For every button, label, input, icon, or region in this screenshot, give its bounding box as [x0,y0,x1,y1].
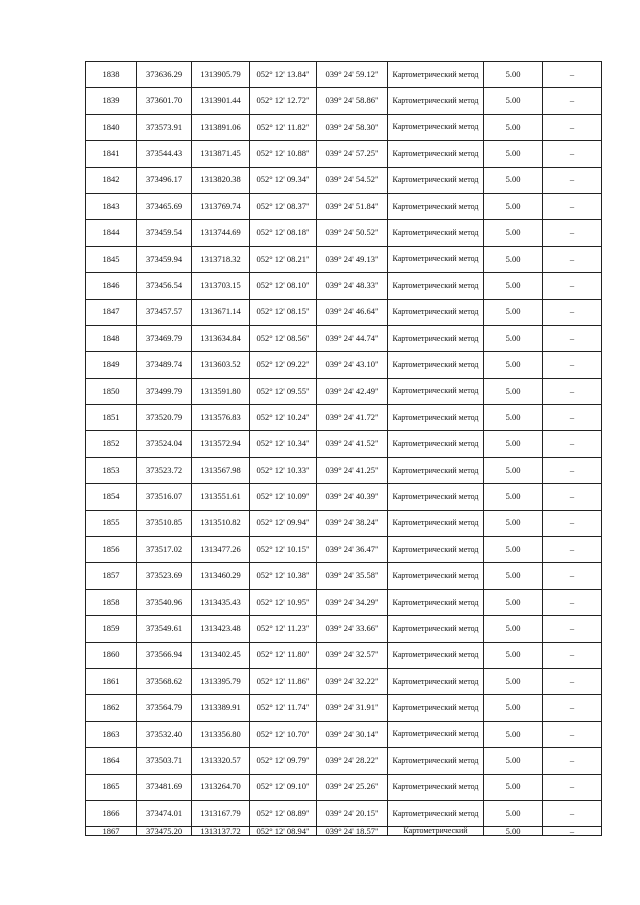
point-number-cell: 1865 [86,774,137,800]
x-coordinate-cell: 373568.62 [137,668,192,694]
longitude-cell: 039° 24' 31.91" [317,695,388,721]
table-row [86,827,602,836]
point-number-cell: 1867 [86,827,137,836]
y-coordinate-cell: 1313402.45 [192,642,250,668]
y-coordinate-cell: 1313395.79 [192,668,250,694]
method-cell: Картометрический метод [388,325,484,351]
point-number-cell: 1866 [86,800,137,826]
table-row [86,220,602,246]
longitude-cell: 039° 24' 33.66" [317,616,388,642]
longitude-cell: 039° 24' 58.86" [317,88,388,114]
point-number-cell: 1845 [86,246,137,272]
x-coordinate-cell: 373459.94 [137,246,192,272]
note-cell: – [543,748,602,774]
x-coordinate-cell: 373503.71 [137,748,192,774]
x-coordinate-cell: 373601.70 [137,88,192,114]
accuracy-cell: 5.00 [484,405,543,431]
y-coordinate-cell: 1313551.61 [192,484,250,510]
y-coordinate-cell: 1313423.48 [192,616,250,642]
point-number-cell: 1857 [86,563,137,589]
method-cell: Картометрический метод [388,800,484,826]
method-cell: Картометрический метод [388,431,484,457]
accuracy-cell: 5.00 [484,378,543,404]
x-coordinate-cell: 373469.79 [137,325,192,351]
table-row [86,589,602,615]
x-coordinate-cell: 373544.43 [137,141,192,167]
accuracy-cell: 5.00 [484,668,543,694]
longitude-cell: 039° 24' 59.12" [317,62,388,88]
point-number-cell: 1847 [86,299,137,325]
longitude-cell: 039° 24' 35.58" [317,563,388,589]
longitude-cell: 039° 24' 49.13" [317,246,388,272]
y-coordinate-cell: 1313137.72 [192,827,250,836]
note-cell: – [543,378,602,404]
note-cell: – [543,695,602,721]
point-number-cell: 1849 [86,352,137,378]
note-cell: – [543,431,602,457]
y-coordinate-cell: 1313718.32 [192,246,250,272]
latitude-cell: 052° 12' 09.22" [250,352,317,378]
accuracy-cell: 5.00 [484,484,543,510]
latitude-cell: 052° 12' 09.79" [250,748,317,774]
x-coordinate-cell: 373566.94 [137,642,192,668]
longitude-cell: 039° 24' 57.25" [317,141,388,167]
longitude-cell: 039° 24' 42.49" [317,378,388,404]
x-coordinate-cell: 373489.74 [137,352,192,378]
table-row [86,537,602,563]
latitude-cell: 052° 12' 12.72" [250,88,317,114]
latitude-cell: 052° 12' 10.15" [250,537,317,563]
note-cell: – [543,457,602,483]
note-cell: – [543,589,602,615]
y-coordinate-cell: 1313744.69 [192,220,250,246]
note-cell: – [543,642,602,668]
accuracy-cell: 5.00 [484,299,543,325]
longitude-cell: 039° 24' 58.30" [317,114,388,140]
y-coordinate-cell: 1313603.52 [192,352,250,378]
accuracy-cell: 5.00 [484,193,543,219]
method-cell: Картометрический метод [388,352,484,378]
point-number-cell: 1852 [86,431,137,457]
table-row [86,193,602,219]
y-coordinate-cell: 1313591.80 [192,378,250,404]
x-coordinate-cell: 373573.91 [137,114,192,140]
y-coordinate-cell: 1313703.15 [192,273,250,299]
x-coordinate-cell: 373524.04 [137,431,192,457]
point-number-cell: 1841 [86,141,137,167]
point-number-cell: 1864 [86,748,137,774]
accuracy-cell: 5.00 [484,141,543,167]
longitude-cell: 039° 24' 32.22" [317,668,388,694]
longitude-cell: 039° 24' 54.52" [317,167,388,193]
latitude-cell: 052° 12' 10.09" [250,484,317,510]
method-cell: Картометрический метод [388,299,484,325]
x-coordinate-cell: 373564.79 [137,695,192,721]
latitude-cell: 052° 12' 10.33" [250,457,317,483]
y-coordinate-cell: 1313320.57 [192,748,250,774]
y-coordinate-cell: 1313905.79 [192,62,250,88]
table-row [86,352,602,378]
method-cell: Картометрический метод [388,62,484,88]
note-cell: – [543,563,602,589]
point-number-cell: 1859 [86,616,137,642]
note-cell: – [543,721,602,747]
method-cell: Картометрический [388,827,484,836]
accuracy-cell: 5.00 [484,62,543,88]
note-cell: – [543,141,602,167]
latitude-cell: 052° 12' 08.94" [250,827,317,836]
latitude-cell: 052° 12' 11.74" [250,695,317,721]
latitude-cell: 052° 12' 11.86" [250,668,317,694]
y-coordinate-cell: 1313477.26 [192,537,250,563]
y-coordinate-cell: 1313264.70 [192,774,250,800]
y-coordinate-cell: 1313901.44 [192,88,250,114]
accuracy-cell: 5.00 [484,114,543,140]
table-row [86,510,602,536]
accuracy-cell: 5.00 [484,589,543,615]
longitude-cell: 039° 24' 44.74" [317,325,388,351]
point-number-cell: 1851 [86,405,137,431]
point-number-cell: 1855 [86,510,137,536]
accuracy-cell: 5.00 [484,167,543,193]
method-cell: Картометрический метод [388,695,484,721]
table-row [86,62,602,88]
point-number-cell: 1856 [86,537,137,563]
longitude-cell: 039° 24' 46.64" [317,299,388,325]
method-cell: Картометрический метод [388,193,484,219]
y-coordinate-cell: 1313460.29 [192,563,250,589]
table-row [86,431,602,457]
method-cell: Картометрический метод [388,246,484,272]
accuracy-cell: 5.00 [484,616,543,642]
point-number-cell: 1854 [86,484,137,510]
method-cell: Картометрический метод [388,378,484,404]
longitude-cell: 039° 24' 41.52" [317,431,388,457]
table-row [86,484,602,510]
latitude-cell: 052° 12' 08.18" [250,220,317,246]
method-cell: Картометрический метод [388,774,484,800]
x-coordinate-cell: 373532.40 [137,721,192,747]
latitude-cell: 052° 12' 08.56" [250,325,317,351]
table-row [86,800,602,826]
y-coordinate-cell: 1313671.14 [192,299,250,325]
method-cell: Картометрический метод [388,273,484,299]
x-coordinate-cell: 373481.69 [137,774,192,800]
latitude-cell: 052° 12' 10.24" [250,405,317,431]
longitude-cell: 039° 24' 50.52" [317,220,388,246]
point-number-cell: 1861 [86,668,137,694]
latitude-cell: 052° 12' 13.84" [250,62,317,88]
accuracy-cell: 5.00 [484,510,543,536]
accuracy-cell: 5.00 [484,273,543,299]
table-row [86,563,602,589]
point-number-cell: 1860 [86,642,137,668]
point-number-cell: 1848 [86,325,137,351]
note-cell: – [543,246,602,272]
table-row [86,378,602,404]
point-number-cell: 1839 [86,88,137,114]
method-cell: Картометрический метод [388,88,484,114]
x-coordinate-cell: 373475.20 [137,827,192,836]
method-cell: Картометрический метод [388,405,484,431]
x-coordinate-cell: 373516.07 [137,484,192,510]
x-coordinate-cell: 373474.01 [137,800,192,826]
table-row [86,721,602,747]
method-cell: Картометрический метод [388,721,484,747]
latitude-cell: 052° 12' 11.82" [250,114,317,140]
longitude-cell: 039° 24' 18.57" [317,827,388,836]
longitude-cell: 039° 24' 43.10" [317,352,388,378]
table-row [86,616,602,642]
method-cell: Картометрический метод [388,220,484,246]
method-cell: Картометрический метод [388,642,484,668]
point-number-cell: 1863 [86,721,137,747]
x-coordinate-cell: 373496.17 [137,167,192,193]
table-row [86,167,602,193]
method-cell: Картометрический метод [388,537,484,563]
point-number-cell: 1858 [86,589,137,615]
point-number-cell: 1844 [86,220,137,246]
method-cell: Картометрический метод [388,589,484,615]
x-coordinate-cell: 373540.96 [137,589,192,615]
x-coordinate-cell: 373499.79 [137,378,192,404]
longitude-cell: 039° 24' 30.14" [317,721,388,747]
y-coordinate-cell: 1313576.83 [192,405,250,431]
table-row [86,642,602,668]
table-row [86,774,602,800]
point-number-cell: 1840 [86,114,137,140]
x-coordinate-cell: 373459.54 [137,220,192,246]
latitude-cell: 052° 12' 10.95" [250,589,317,615]
x-coordinate-cell: 373510.85 [137,510,192,536]
method-cell: Картометрический метод [388,167,484,193]
longitude-cell: 039° 24' 48.33" [317,273,388,299]
longitude-cell: 039° 24' 41.72" [317,405,388,431]
table-row [86,88,602,114]
method-cell: Картометрический метод [388,484,484,510]
y-coordinate-cell: 1313510.82 [192,510,250,536]
longitude-cell: 039° 24' 20.15" [317,800,388,826]
accuracy-cell: 5.00 [484,721,543,747]
coordinates-table [85,61,602,836]
latitude-cell: 052° 12' 08.37" [250,193,317,219]
latitude-cell: 052° 12' 10.70" [250,721,317,747]
x-coordinate-cell: 373456.54 [137,273,192,299]
x-coordinate-cell: 373457.57 [137,299,192,325]
table-row [86,246,602,272]
note-cell: – [543,62,602,88]
latitude-cell: 052° 12' 09.34" [250,167,317,193]
longitude-cell: 039° 24' 38.24" [317,510,388,536]
accuracy-cell: 5.00 [484,88,543,114]
point-number-cell: 1850 [86,378,137,404]
note-cell: – [543,114,602,140]
accuracy-cell: 5.00 [484,827,543,836]
y-coordinate-cell: 1313891.06 [192,114,250,140]
latitude-cell: 052° 12' 09.10" [250,774,317,800]
longitude-cell: 039° 24' 28.22" [317,748,388,774]
accuracy-cell: 5.00 [484,748,543,774]
y-coordinate-cell: 1313567.98 [192,457,250,483]
longitude-cell: 039° 24' 41.25" [317,457,388,483]
method-cell: Картометрический метод [388,510,484,536]
method-cell: Картометрический метод [388,114,484,140]
y-coordinate-cell: 1313167.79 [192,800,250,826]
point-number-cell: 1842 [86,167,137,193]
y-coordinate-cell: 1313435.43 [192,589,250,615]
latitude-cell: 052° 12' 08.89" [250,800,317,826]
note-cell: – [543,827,602,836]
note-cell: – [543,220,602,246]
x-coordinate-cell: 373465.69 [137,193,192,219]
note-cell: – [543,273,602,299]
longitude-cell: 039° 24' 25.26" [317,774,388,800]
x-coordinate-cell: 373517.02 [137,537,192,563]
longitude-cell: 039° 24' 51.84" [317,193,388,219]
note-cell: – [543,774,602,800]
longitude-cell: 039° 24' 34.29" [317,589,388,615]
point-number-cell: 1862 [86,695,137,721]
note-cell: – [543,193,602,219]
note-cell: – [543,484,602,510]
accuracy-cell: 5.00 [484,537,543,563]
accuracy-cell: 5.00 [484,695,543,721]
y-coordinate-cell: 1313871.45 [192,141,250,167]
note-cell: – [543,616,602,642]
accuracy-cell: 5.00 [484,325,543,351]
latitude-cell: 052° 12' 08.21" [250,246,317,272]
accuracy-cell: 5.00 [484,642,543,668]
table-row [86,141,602,167]
latitude-cell: 052° 12' 11.23" [250,616,317,642]
table-row [86,405,602,431]
note-cell: – [543,510,602,536]
y-coordinate-cell: 1313820.38 [192,167,250,193]
latitude-cell: 052° 12' 10.88" [250,141,317,167]
y-coordinate-cell: 1313389.91 [192,695,250,721]
note-cell: – [543,800,602,826]
method-cell: Картометрический метод [388,563,484,589]
longitude-cell: 039° 24' 36.47" [317,537,388,563]
point-number-cell: 1843 [86,193,137,219]
table-row [86,273,602,299]
y-coordinate-cell: 1313572.94 [192,431,250,457]
latitude-cell: 052° 12' 10.34" [250,431,317,457]
table-row [86,748,602,774]
point-number-cell: 1853 [86,457,137,483]
point-number-cell: 1838 [86,62,137,88]
table-row [86,668,602,694]
note-cell: – [543,537,602,563]
latitude-cell: 052° 12' 10.38" [250,563,317,589]
accuracy-cell: 5.00 [484,352,543,378]
x-coordinate-cell: 373636.29 [137,62,192,88]
table-row [86,325,602,351]
note-cell: – [543,299,602,325]
method-cell: Картометрический метод [388,668,484,694]
y-coordinate-cell: 1313356.80 [192,721,250,747]
accuracy-cell: 5.00 [484,800,543,826]
table-row [86,695,602,721]
y-coordinate-cell: 1313769.74 [192,193,250,219]
y-coordinate-cell: 1313634.84 [192,325,250,351]
note-cell: – [543,88,602,114]
note-cell: – [543,668,602,694]
latitude-cell: 052° 12' 09.55" [250,378,317,404]
method-cell: Картометрический метод [388,457,484,483]
method-cell: Картометрический метод [388,748,484,774]
longitude-cell: 039° 24' 32.57" [317,642,388,668]
x-coordinate-cell: 373523.72 [137,457,192,483]
x-coordinate-cell: 373523.69 [137,563,192,589]
accuracy-cell: 5.00 [484,774,543,800]
point-number-cell: 1846 [86,273,137,299]
method-cell: Картометрический метод [388,616,484,642]
accuracy-cell: 5.00 [484,431,543,457]
accuracy-cell: 5.00 [484,246,543,272]
accuracy-cell: 5.00 [484,563,543,589]
table-row [86,114,602,140]
table-row [86,299,602,325]
table-row [86,457,602,483]
latitude-cell: 052° 12' 08.10" [250,273,317,299]
latitude-cell: 052° 12' 11.80" [250,642,317,668]
longitude-cell: 039° 24' 40.39" [317,484,388,510]
x-coordinate-cell: 373520.79 [137,405,192,431]
method-cell: Картометрический метод [388,141,484,167]
latitude-cell: 052° 12' 08.15" [250,299,317,325]
accuracy-cell: 5.00 [484,220,543,246]
x-coordinate-cell: 373549.61 [137,616,192,642]
accuracy-cell: 5.00 [484,457,543,483]
latitude-cell: 052° 12' 09.94" [250,510,317,536]
note-cell: – [543,405,602,431]
note-cell: – [543,325,602,351]
note-cell: – [543,352,602,378]
note-cell: – [543,167,602,193]
